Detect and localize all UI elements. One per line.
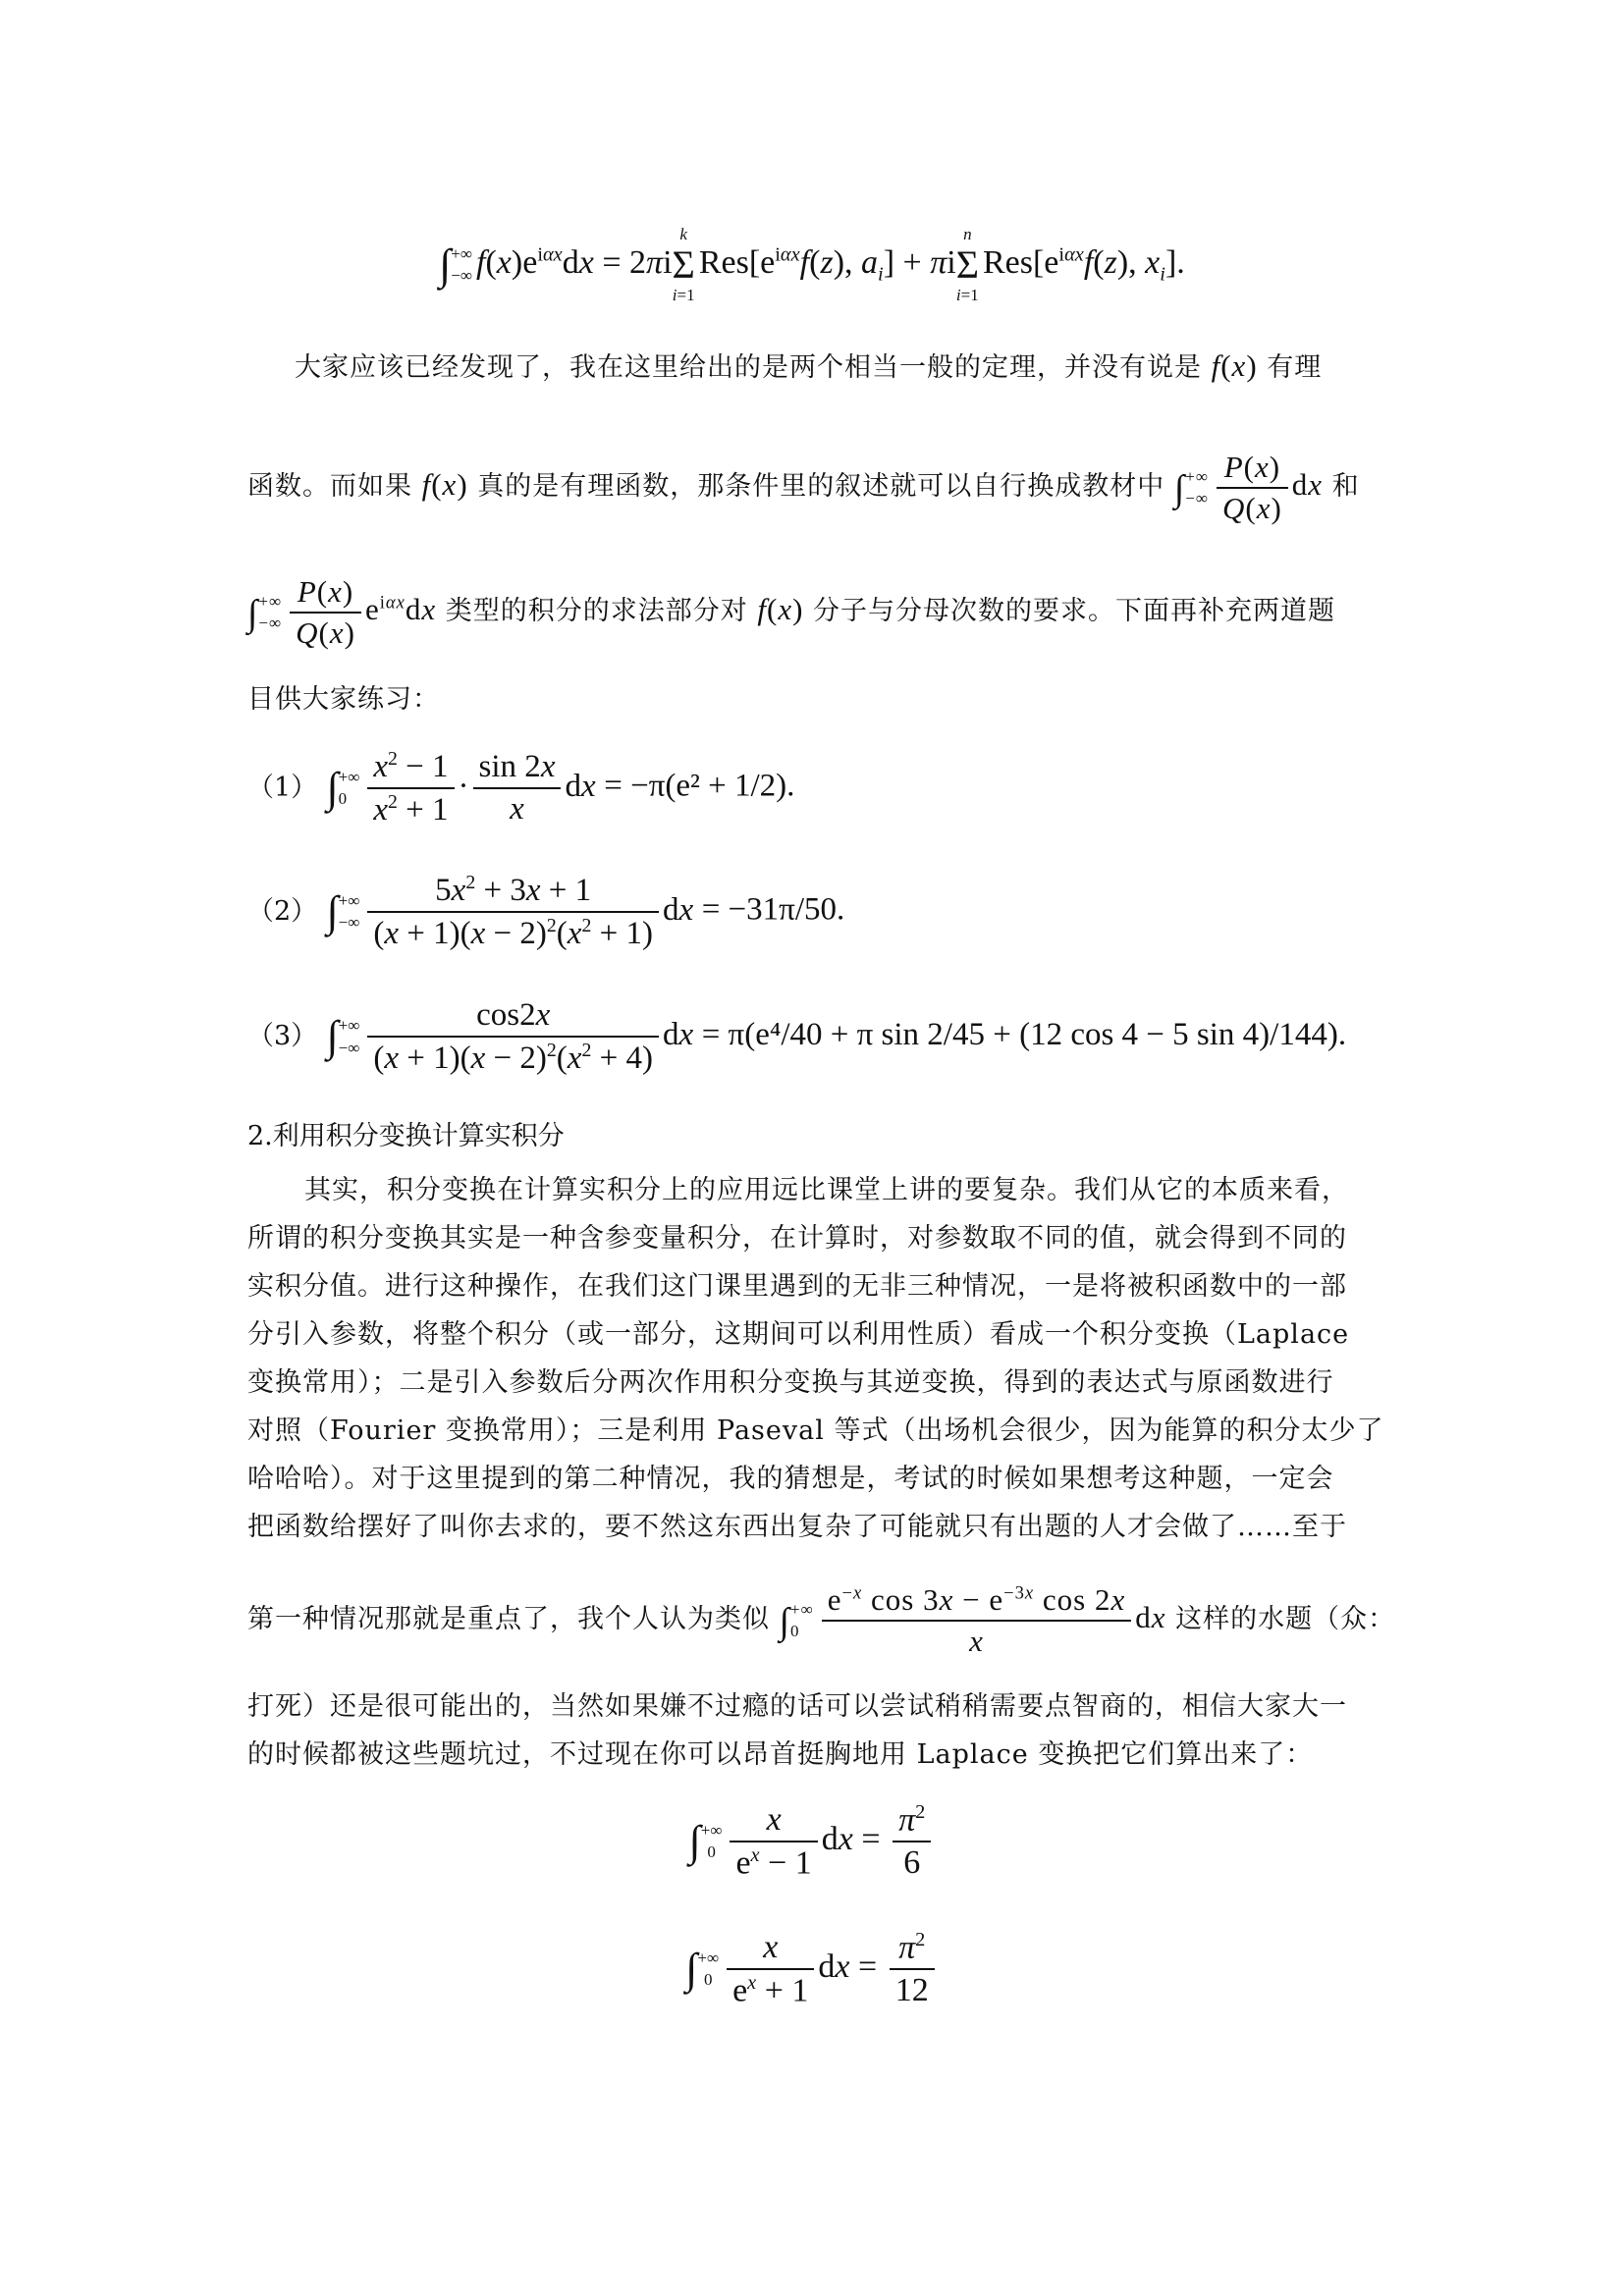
para2-line: 实积分值。进行这种操作，在我们这门课里遇到的无非三种情况，一是将被积函数中的一部 [247, 1271, 1347, 1302]
exercise-result: = −π(e² + 1/2). [604, 768, 795, 804]
para1-text: 有理 [1267, 352, 1323, 383]
para2-line: 的时候都被这些题坑过，不过现在你可以昂首挺胸地用 Laplace 变换把它们算出来了： [247, 1739, 1314, 1770]
para2-line: 打死）还是很可能出的，当然如果嫌不过瘾的话可以尝试稍稍需要点智商的，相信大家大一 [247, 1691, 1347, 1722]
exercise-result: = π(e⁴/40 + π sin 2/45 + (12 cos 4 − 5 sin 4)/144). [701, 1017, 1347, 1053]
exercise-result: = −31π/50. [701, 891, 845, 928]
para2-line: 分引入参数，将整个积分（或一部分，这期间可以利用性质）看成一个积分变换（Laplace [247, 1319, 1350, 1350]
para1-line2: 函数。而如果 f(x) 真的是有理函数，那条件里的叙述就可以自行换成教材中 ∫ +∞ −∞ $\frac{P(x)}{Q(x)}$ dx 和 [247, 450, 1360, 525]
para1-text: 大家应该已经发现了，我在这里给出的是两个相当一般的定理，并没有说是 [295, 352, 1202, 383]
para1-text: 目供大家练习： [247, 684, 440, 715]
para1-line4 [247, 677, 1386, 716]
exercise-3: （3） ∫ +∞ −∞ $\frac{\cos 2x}{(x + 1)(x - 2)^2(x^2 + 4)}$ dx = π(e⁴/40 + π sin 2/45 + (12 cos 4 − 5 sin 4)/144). [247, 997, 1347, 1076]
section-title: 2.利用积分变换计算实积分 [247, 1121, 565, 1151]
formula-top: ∫ +∞ −∞ $f(x)e^{i\alpha x}dx = 2\pi i$ k Σ i=1 $Res[e^{i\alpha x}f(z)$, $a_i] + \pi i$ n Σ i=1 $Res[e^{i\alpha x}f(z)$, $x_i$]. [439, 225, 1185, 305]
para1-text: 分子与分母次数的要求。下面再补充两道题 [813, 596, 1335, 627]
para2-line: 把函数给摆好了叫你去求的，要不然这东西出复杂了可能就只有出题的人才会做了……至于 [247, 1512, 1347, 1542]
formula-bottom-1: ∫ +∞ 0 $\frac{x}{e^x - 1}$ dx = $\frac{\pi^2}{6}$ [0, 1801, 1624, 1882]
para2-line: 对照（Fourier 变换常用）；三是利用 Paseval 等式（出场机会很少，因为能算的积分太少了 [247, 1415, 1384, 1446]
para1-text: 函数。而如果 [247, 471, 412, 503]
exercise-label: （1） [247, 772, 318, 803]
para1-text: 类型的积分的求法部分对 [445, 596, 748, 627]
para2-text: 第一种情况那就是重点了，我个人认为类似 [247, 1604, 770, 1635]
para1-text: 真的是有理函数，那条件里的叙述就可以自行换成教材中 [477, 471, 1165, 503]
exercise-1: （1） ∫ +∞ 0 $\frac{x^2 - 1}{x^2 + 1}$ · $\frac{\sin 2x}{x}$ dx = −π(e² + 1/2). [247, 748, 795, 828]
exercise-label: （2） [247, 895, 318, 927]
para1-text: 和 [1331, 471, 1360, 503]
para2-text: 这样的水题（众： [1175, 1604, 1396, 1635]
exercise-label: （3） [247, 1021, 318, 1052]
para2-line: 其实，积分变换在计算实积分上的应用远比课堂上讲的要复杂。我们从它的本质来看， [304, 1175, 1349, 1205]
para2-line: 变换常用）；二是引入参数后分两次作用积分变换与其逆变换，得到的表达式与原函数进行 [247, 1367, 1334, 1398]
exercise-2: （2） ∫ +∞ −∞ $\frac{5x^2 + 3x + 1}{(x + 1)(x - 2)^2(x^2 + 1)}$ dx = −31π/50. [247, 872, 845, 951]
para2-line: 哈哈哈）。对于这里提到的第二种情况，我的猜想是，考试的时候如果想考这种题，一定会 [247, 1464, 1334, 1494]
para1-line3: ∫ +∞ −∞ $\frac{P(x)}{Q(x)}$ $e^{i\alpha x}dx$ 类型的积分的求法部分对 f(x) 分子与分母次数的要求。下面再补充两道题 [247, 574, 1335, 650]
para2-line9: 第一种情况那就是重点了，我个人认为类似 ∫ +∞ 0 $\frac{e^{-x} \cos 3x - e^{-3x} \cos 2x}{x}$ dx 这样的水题（众： [247, 1582, 1396, 1658]
para1-line1: 大家应该已经发现了，我在这里给出的是两个相当一般的定理，并没有说是 f(x) 有理 [295, 348, 1323, 383]
para2-line: 所谓的积分变换其实是一种含参变量积分，在计算时，对参数取不同的值，就会得到不同的 [247, 1223, 1347, 1254]
formula-bottom-2: ∫ +∞ 0 $\frac{x}{e^x + 1}$ dx = $\frac{\pi^2}{12}$ [0, 1929, 1624, 2009]
